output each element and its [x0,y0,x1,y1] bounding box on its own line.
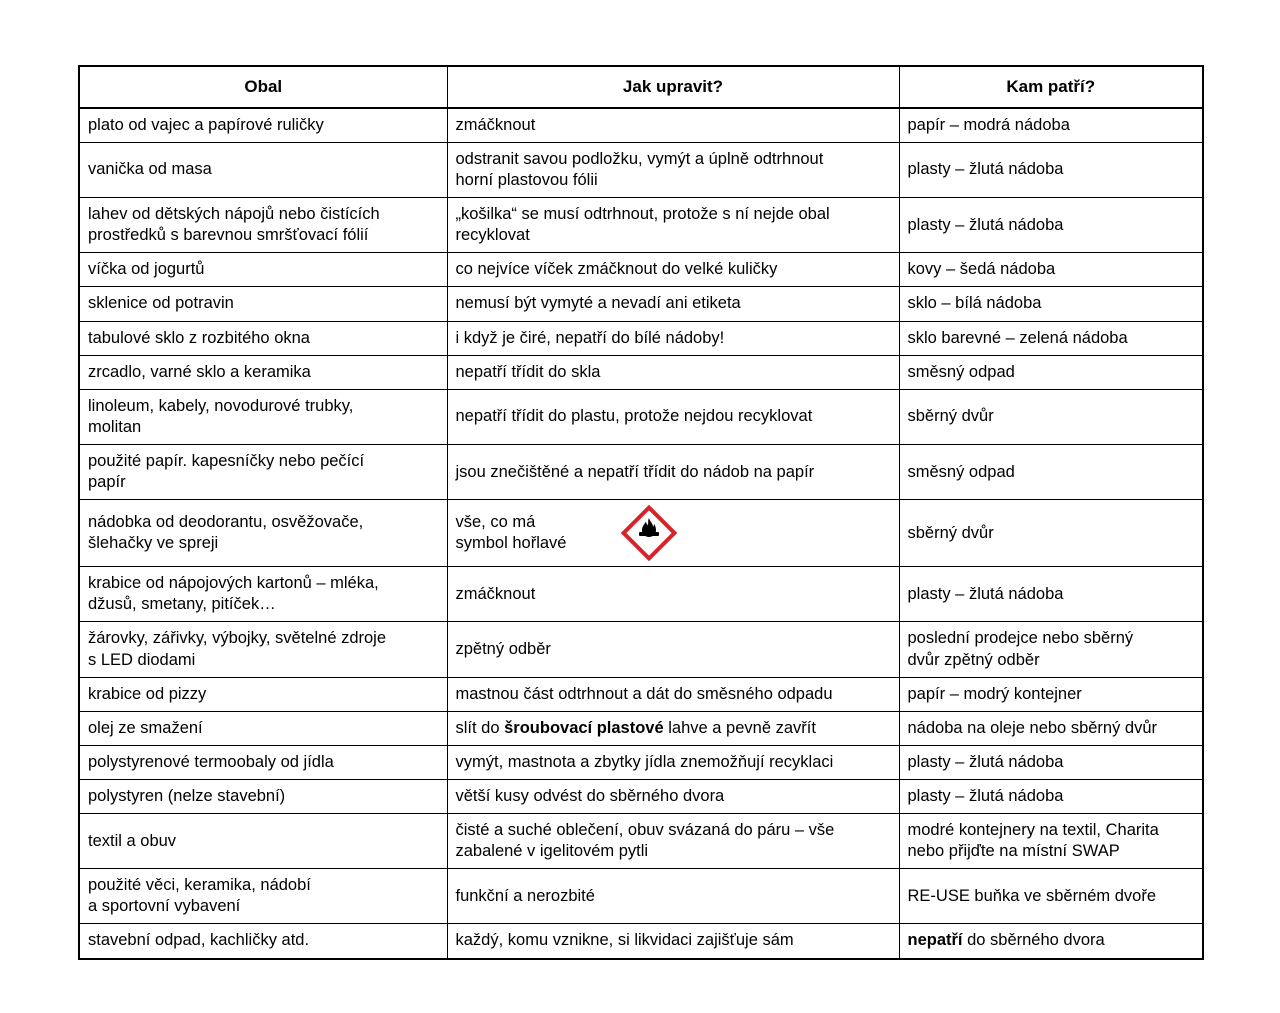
cell-obal: polystyrenové termoobaly od jídla [79,745,447,779]
cell-kam: sběrný dvůr [899,389,1203,444]
cell-with-icon [456,506,891,560]
cell-text-lines [908,628,1195,670]
cell-text-lines [456,820,891,862]
cell-obal: stavební odpad, kachličky atd. [79,924,447,959]
cell-uprava [447,500,899,567]
cell-kam: papír – modrá nádoba [899,108,1203,143]
cell-uprava: vymýt, mastnota a zbytky jídla znemožňují recyklaci [447,745,899,779]
cell-line: horní plastovou fólii [455,170,598,189]
table-header-row [79,66,1203,108]
cell-line: lahev od dětských nápojů nebo čistících [88,205,380,224]
cell-text-lines [456,204,891,246]
cell-text-pre: slít do [455,718,505,737]
cell-uprava [447,198,899,253]
cell-obal: olej ze smažení [79,711,447,745]
cell-obal: polystyren (nelze stavební) [79,779,447,813]
cell-kam: směsný odpad [899,444,1203,499]
cell-obal: textil a obuv [79,814,447,869]
cell-text-lines [456,149,891,191]
table-row [79,389,1203,444]
cell-text-lines [88,204,439,246]
cell-line: papír [88,473,126,492]
cell-uprava: i když je čiré, nepatří do bílé nádoby! [447,321,899,355]
cell-text-post: do sběrného dvora [962,931,1105,950]
cell-line: odstranit savou podložku, vymýt a úplně odtrhnout [455,149,824,168]
cell-line: nebo přijďte na místní SWAP [907,842,1120,861]
cell-line: recyklovat [455,226,530,245]
cell-text-lines [88,628,439,670]
cell-text-lines [88,451,439,493]
table-row [79,779,1203,813]
cell-kam: sklo – bílá nádoba [899,287,1203,321]
cell-obal [79,444,447,499]
table-row [79,622,1203,677]
cell-uprava [447,814,899,869]
table-row [79,567,1203,622]
cell-text-emphasis: nepatří [907,931,963,950]
cell-uprava: mastnou část odtrhnout a dát do směsného odpadu [447,677,899,711]
table-row [79,108,1203,143]
table-header [79,66,1203,108]
column-header-obal: Obal [79,66,447,108]
cell-uprava: jsou znečištěné a nepatří třídit do nádob na papír [447,444,899,499]
cell-line: symbol hořlavé [455,534,567,553]
cell-line: vše, co má [455,513,536,532]
cell-kam: RE-USE buňka ve sběrném dvoře [899,869,1203,924]
cell-obal: krabice od pizzy [79,677,447,711]
waste-sorting-table-page [78,65,1202,960]
cell-line: modré kontejnery na textil, Charita [907,821,1159,840]
cell-uprava: zpětný odběr [447,622,899,677]
cell-uprava: větší kusy odvést do sběrného dvora [447,779,899,813]
cell-obal [79,622,447,677]
cell-uprava [447,142,899,197]
cell-text-lines [88,512,439,554]
waste-sorting-table [78,65,1204,960]
cell-uprava [447,711,899,745]
column-header-kam-patri: Kam patří? [899,66,1203,108]
cell-line: nádobka od deodorantu, osvěžovače, [88,513,364,532]
cell-text-lines [88,396,439,438]
cell-obal: sklenice od potravin [79,287,447,321]
cell-obal: zrcadlo, varné sklo a keramika [79,355,447,389]
cell-line: džusů, smetany, pitíček… [88,595,276,614]
table-row [79,355,1203,389]
cell-uprava: nepatří třídit do plastu, protože nejdou recyklovat [447,389,899,444]
table-row [79,677,1203,711]
cell-line: linoleum, kabely, novodurové trubky, [88,396,354,415]
cell-line: použité věci, keramika, nádobí [88,876,311,895]
cell-kam [899,814,1203,869]
cell-line: použité papír. kapesníčky nebo pečící [88,451,365,470]
cell-uprava: každý, komu vznikne, si likvidaci zajišťuje sám [447,924,899,959]
cell-line: dvůr zpětný odběr [907,650,1040,669]
table-row [79,924,1203,959]
cell-kam: směsný odpad [899,355,1203,389]
cell-line: „košilka“ se musí odtrhnout, protože s ní nejde obal [455,205,830,224]
cell-line: šlehačky ve spreji [88,534,219,553]
table-row [79,814,1203,869]
cell-uprava: zmáčknout [447,108,899,143]
cell-kam: papír – modrý kontejner [899,677,1203,711]
cell-line: zabalené v igelitovém pytli [455,842,649,861]
cell-line: prostředků s barevnou smršťovací fólií [88,226,369,245]
cell-text-post: lahve a pevně zavřít [663,718,816,737]
cell-text-lines [908,820,1195,862]
cell-uprava: co nejvíce víček zmáčknout do velké kuličky [447,253,899,287]
cell-line: žárovky, zářivky, výbojky, světelné zdroje [88,629,387,648]
table-row [79,500,1203,567]
cell-kam [899,622,1203,677]
cell-line: s LED diodami [88,650,196,669]
cell-kam: plasty – žlutá nádoba [899,779,1203,813]
table-row [79,287,1203,321]
cell-obal: tabulové sklo z rozbitého okna [79,321,447,355]
cell-obal [79,869,447,924]
cell-obal: víčka od jogurtů [79,253,447,287]
cell-text-lines [456,512,567,554]
table-row [79,321,1203,355]
cell-kam: nádoba na oleje nebo sběrný dvůr [899,711,1203,745]
flame-shape [641,518,657,538]
cell-kam: plasty – žlutá nádoba [899,567,1203,622]
table-row [79,711,1203,745]
cell-obal [79,567,447,622]
table-row [79,142,1203,197]
cell-text-lines [88,875,439,917]
cell-kam: plasty – žlutá nádoba [899,198,1203,253]
cell-line: poslední prodejce nebo sběrný [907,629,1134,648]
cell-kam: plasty – žlutá nádoba [899,745,1203,779]
cell-obal: vanička od masa [79,142,447,197]
column-header-jak-upravit: Jak upravit? [447,66,899,108]
cell-kam: sklo barevné – zelená nádoba [899,321,1203,355]
cell-obal [79,389,447,444]
cell-kam [899,924,1203,959]
cell-uprava: zmáčknout [447,567,899,622]
table-row [79,444,1203,499]
cell-obal [79,500,447,567]
table-row [79,253,1203,287]
cell-uprava: nemusí být vymyté a nevadí ani etiketa [447,287,899,321]
cell-uprava: funkční a nerozbité [447,869,899,924]
cell-text-lines [88,573,439,615]
cell-kam: kovy – šedá nádoba [899,253,1203,287]
cell-obal [79,198,447,253]
cell-text-emphasis: šroubovací plastové [504,718,664,737]
table-row [79,745,1203,779]
flammable-ghs-icon [622,506,676,560]
table-body [79,108,1203,959]
cell-obal: plato od vajec a papírové ruličky [79,108,447,143]
cell-line: krabice od nápojových kartonů – mléka, [88,574,379,593]
table-row [79,869,1203,924]
cell-kam: plasty – žlutá nádoba [899,142,1203,197]
table-row [79,198,1203,253]
cell-uprava: nepatří třídit do skla [447,355,899,389]
cell-kam: sběrný dvůr [899,500,1203,567]
cell-line: čisté a suché oblečení, obuv svázaná do páru – vše [455,821,835,840]
cell-line: molitan [88,417,142,436]
cell-line: a sportovní vybavení [88,897,241,916]
